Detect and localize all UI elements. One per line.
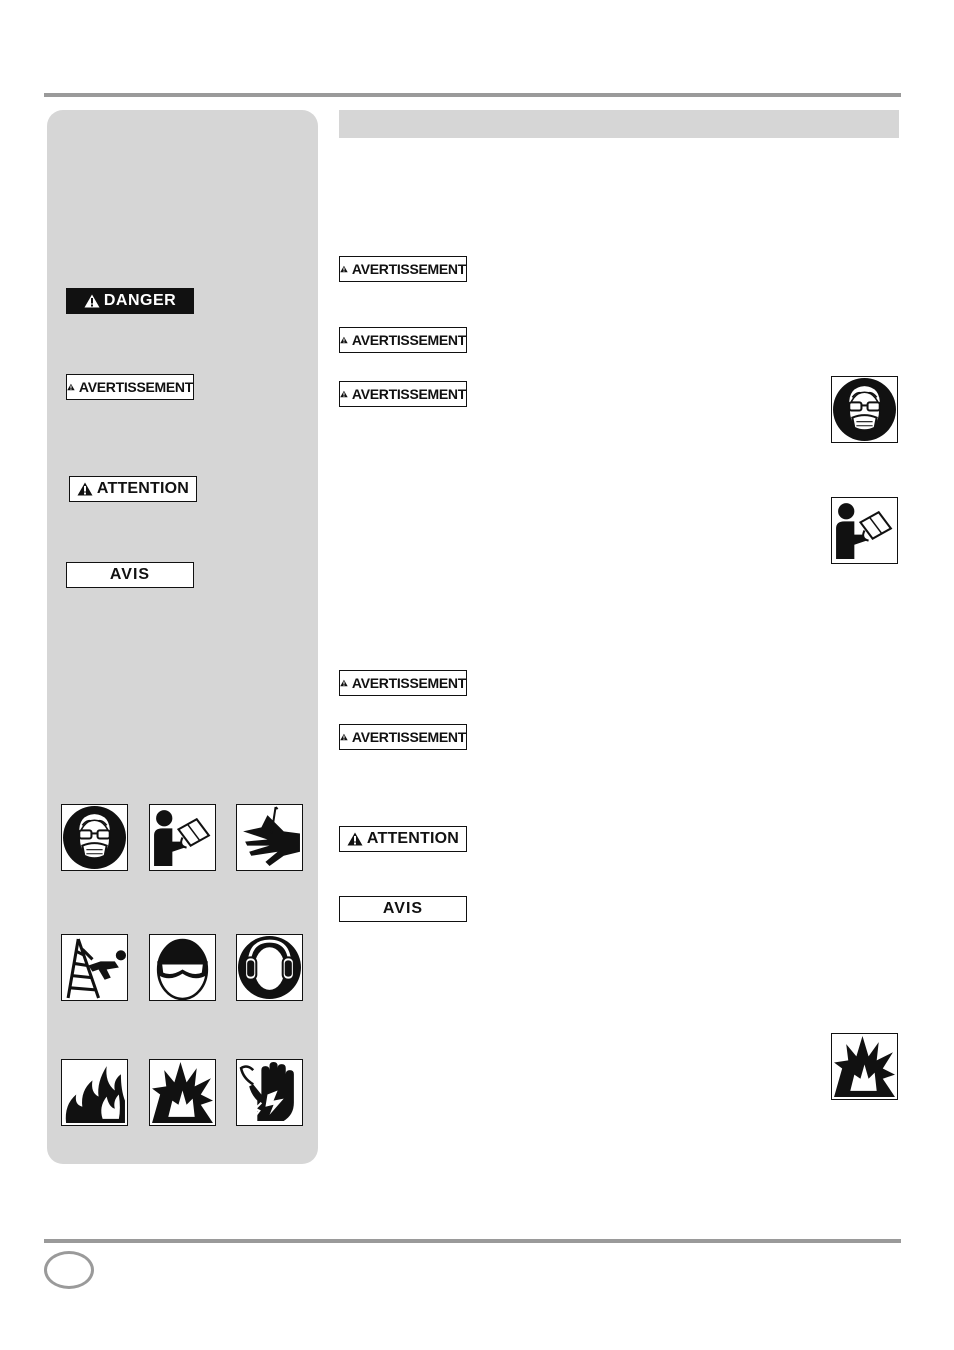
warning-triangle-icon <box>77 482 93 496</box>
warning-triangle-icon <box>340 262 348 276</box>
caution-signal-label <box>339 826 467 852</box>
bottom-rule <box>44 1239 901 1243</box>
warning-triangle-icon <box>340 730 348 744</box>
explosion-hazard-icon <box>831 1033 898 1100</box>
warning-triangle-icon <box>67 380 75 394</box>
fall-hazard-icon <box>61 934 128 1001</box>
warning-text: AVERTISSEMENT <box>351 386 466 402</box>
notice-signal-label <box>66 562 194 588</box>
read-manual-icon <box>149 804 216 871</box>
danger-signal-label <box>66 288 194 314</box>
warning-triangle-icon <box>347 832 363 846</box>
warning-text: AVERTISSEMENT <box>351 675 466 691</box>
warning-signal-label <box>339 327 467 353</box>
warning-text: AVERTISSEMENT <box>351 261 466 277</box>
caution-text: ATTENTION <box>96 480 190 497</box>
warning-signal-label <box>339 256 467 282</box>
caution-text: ATTENTION <box>366 830 460 847</box>
warning-signal-label <box>339 724 467 750</box>
section-header-bar <box>339 110 899 138</box>
warning-triangle-icon <box>84 294 100 308</box>
notice-signal-label <box>339 896 467 922</box>
warning-triangle-icon <box>340 387 348 401</box>
respirator-icon <box>61 804 128 871</box>
hearing-protection-icon <box>236 934 303 1001</box>
eye-protection-icon <box>149 934 216 1001</box>
explosion-hazard-icon <box>149 1059 216 1126</box>
warning-text: AVERTISSEMENT <box>351 332 466 348</box>
warning-signal-label <box>339 381 467 407</box>
language-tab-oval <box>44 1251 94 1289</box>
warning-text: AVERTISSEMENT <box>78 379 193 395</box>
warning-text: AVERTISSEMENT <box>351 729 466 745</box>
fire-hazard-icon <box>61 1059 128 1126</box>
top-rule <box>44 93 901 97</box>
respirator-icon <box>831 376 898 443</box>
warning-signal-label <box>66 374 194 400</box>
electric-shock-icon <box>236 1059 303 1126</box>
notice-text: AVIS <box>109 566 151 583</box>
warning-triangle-icon <box>340 333 348 347</box>
caution-signal-label <box>69 476 197 502</box>
warning-triangle-icon <box>340 676 348 690</box>
warning-signal-label <box>339 670 467 696</box>
danger-text: DANGER <box>103 292 177 309</box>
notice-text: AVIS <box>382 900 424 917</box>
hand-puncture-icon <box>236 804 303 871</box>
read-manual-icon <box>831 497 898 564</box>
safety-sidebar <box>47 110 318 1164</box>
